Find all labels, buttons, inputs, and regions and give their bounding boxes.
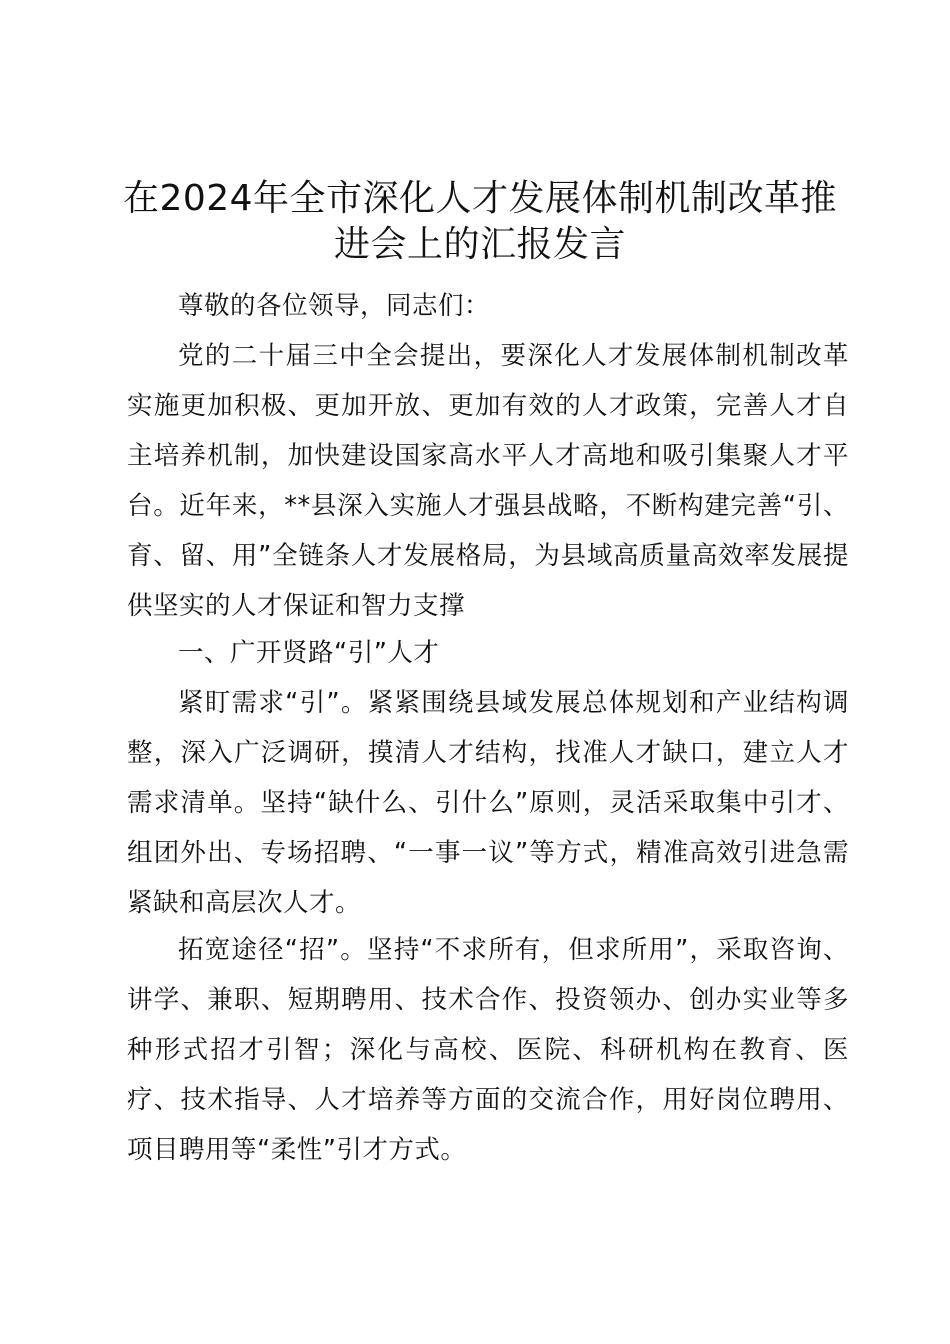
intro-paragraph: 党的二十届三中全会提出，要深化人才发展体制机制改革实施更加积极、更加开放、更加有效的人才政策，完善人才自主培养机制，加快建设国家高水平人才高地和吸引集聚人才平台。近年来，**县深入实施人才强县战略，不断构建完善“引、育、留、用”全链条人才发展格局，为县域高质量高效率发展提供坚实的人才保证和智力支撑 bbox=[127, 341, 849, 621]
broaden-channels-paragraph: 拓宽途径“招”。坚持“不求所有，但求所用”，采取咨询、讲学、兼职、短期聘用、技术合作、投资领办、创办实业等多种形式招才引智；深化与高校、医院、科研机构在教育、医疗、技术指导、人才培养等方面的交流合作，用好岗位聘用、项目聘用等“柔性”引才方式。 bbox=[127, 935, 849, 1165]
attract-by-demand-paragraph: 紧盯需求“引”。紧紧围绕县域发展总体规划和产业结构调整，深入广泛调研，摸清人才结构，找准人才缺口，建立人才需求清单。坚持“缺什么、引什么”原则，灵活采取集中引才、组团外出、专场招聘、“一事一议”等方式，精准高效引进急需紧缺和高层次人才。 bbox=[127, 688, 849, 918]
section-heading: 一、广开贤路“引”人才 bbox=[178, 638, 440, 668]
greeting-paragraph: 尊敬的各位领导，同志们： bbox=[178, 291, 491, 321]
document-title: 在2024年全市深化人才发展体制机制改革推进会上的汇报发言 bbox=[122, 178, 838, 265]
